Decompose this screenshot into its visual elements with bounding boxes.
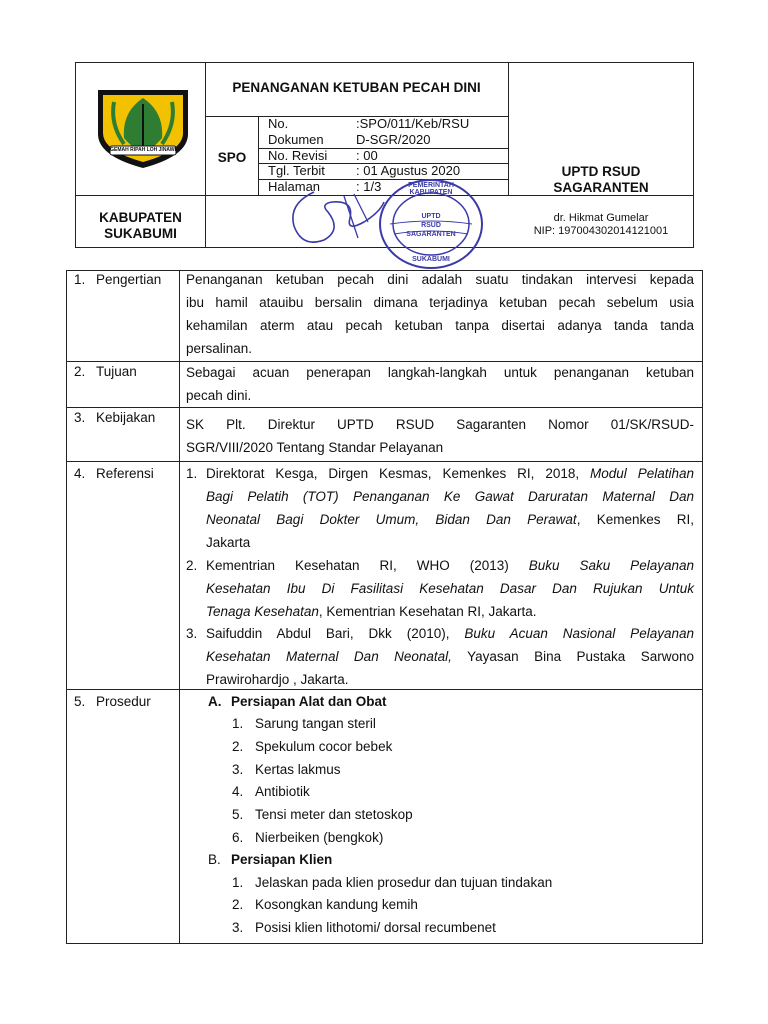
text-line: persalinan. [186,341,253,356]
row-num: 3. [74,410,86,425]
reference-body [206,554,694,623]
item-text: Antibiotik [255,784,310,799]
reference-title: Kesehatan Ibu Di Fasilitasi Kesehatan Dasar Dan Rujukan Untuk [206,581,694,596]
reference-num: 3. [186,626,198,641]
kabupaten-logo [94,86,192,170]
meta-value: D-SGR/2020 [356,132,431,147]
reference-line [206,577,694,600]
header-divider [258,116,259,195]
stamp-mid-line: UPTD [421,213,441,220]
group-num: A. [208,694,222,709]
meta-key: Tgl. Terbit [268,163,325,178]
meta-key: Dokumen [268,132,324,147]
row-label: Prosedur [96,694,151,709]
text-line: kehamilan aterm atau pecah ketuban tanpa disertai adanya tanda tanda [186,318,694,333]
stamp-bottom: SUKABUMI [412,256,450,263]
item-text: Jelaskan pada klien prosedur dan tujuan tindakan [255,875,553,890]
reference-title: Buku Saku Pelayanan [528,558,694,573]
org-left [76,210,205,242]
item-text: Kosongkan kandung kemih [255,897,418,912]
pengertian-text [186,268,694,360]
reference-text: , Kementrian Kesehatan RI, Jakarta. [318,604,537,619]
logo-motto: GEMAH RIPAH LOH JINAWI [110,147,176,153]
reference-text: , Kemenkes RI, [576,512,694,527]
stamp-top: PEMERINTAH KABUPATEN [408,182,454,196]
reference-line [206,554,694,577]
table-divider [179,270,180,944]
item-text: Nierbeiken (bengkok) [255,830,384,845]
meta-row [260,132,508,148]
meta-key: No. [268,116,289,131]
meta-key: No. Revisi [268,148,328,163]
reference-title: Buku Acuan Nasional Pelayanan [464,626,694,641]
row-label: Kebijakan [96,410,156,425]
text-line: Penanganan ketuban pecah dini adalah suatu tindakan intervesi kepada [186,272,694,287]
row-num: 5. [74,694,86,709]
org-right-line: SAGARANTEN [553,180,649,195]
text-line: pecah dini. [186,388,252,403]
text-line: SGR/VIII/2020 Tentang Standar Pelayanan [186,440,444,455]
reference-line [206,622,694,645]
reference-num: 2. [186,558,198,573]
text-line: SK Plt. Direktur UPTD RSUD Sagaranten Nomor 01/SK/RSUD- [186,417,694,432]
official-stamp [378,178,484,270]
reference-title: Neonatal Bagi Dokter Umum, Bidan Dan Perawat [206,512,577,527]
reference-line [206,485,694,508]
reference-line [206,462,694,485]
stamp-mid [398,212,464,239]
stamp-mid-line: RSUD SAGARANTEN [406,222,456,238]
row-label: Pengertian [96,272,162,287]
table-divider [66,407,703,408]
reference-body [206,622,694,691]
org-right-line: UPTD RSUD [561,164,641,179]
text-line: Sebagai acuan penerapan langkah-langkah untuk penanganan ketuban [186,365,694,380]
reference-title: Kesehatan Maternal Dan Neonatal, [206,649,452,664]
reference-line [206,508,694,531]
reference-text: Direktorat Kesga, Dirgen Kesmas, Kemenkes RI, 2018, [206,466,591,481]
reference-title: Bagi Pelatih (TOT) Penanganan Ke Gawat Daruratan Maternal Dan [206,489,694,504]
reference-text: Yayasan Bina Pustaka Sarwono [451,649,695,664]
meta-value: :SPO/011/Keb/RSU [356,116,470,131]
reference-body [206,462,694,554]
reference-line [206,668,694,691]
group-title: Persiapan Klien [231,852,333,867]
reference-text: Saifuddin Abdul Bari, Dkk (2010), [206,626,465,641]
reference-text: Kementrian Kesehatan RI, WHO (2013) [206,558,529,573]
signer-nip: NIP: 197004302014121001 [533,225,669,237]
row-num: 1. [74,272,86,287]
row-num: 2. [74,364,86,379]
signer-name: dr. Hikmat Gumelar [553,212,649,224]
reference-line [206,600,694,623]
reference-title: Tenaga Kesehatan [206,604,319,619]
group-title: Persiapan Alat dan Obat [231,694,387,709]
signature [284,182,392,252]
meta-key: Halaman [268,179,321,194]
meta-value: : 00 [356,148,378,163]
org-left-line: SUKABUMI [104,226,177,241]
document-title: PENANGANAN KETUBAN PECAH DINI [232,80,481,95]
reference-title: Modul Pelatihan [590,466,694,481]
meta-row [260,163,508,179]
org-right [508,164,694,196]
spo-label: SPO [217,150,247,165]
item-text: Spekulum cocor bebek [255,739,393,754]
kebijakan-text [186,413,694,459]
meta-value: : 1/3 [356,179,382,194]
org-left-line: KABUPATEN [99,210,182,225]
group-num: B. [208,852,221,867]
reference-line [206,645,694,668]
row-label: Referensi [96,466,154,481]
item-text: Posisi klien lithotomi/ dorsal recumbenet [255,920,496,935]
item-text: Kertas lakmus [255,762,341,777]
meta-value: : 01 Agustus 2020 [356,163,461,178]
signer [508,212,694,238]
item-text: Sarung tangan steril [255,716,376,731]
row-num: 4. [74,466,86,481]
reference-text: Jakarta [206,535,251,550]
text-line: ibu hamil atauibu bersalin dimana terjadinya ketuban pecah sebelum usia [186,295,694,310]
meta-row [260,148,508,164]
reference-text: Prawirohardjo , Jakarta. [206,672,349,687]
reference-line [206,531,694,554]
row-label: Tujuan [96,364,137,379]
reference-num: 1. [186,466,198,481]
tujuan-text [186,361,694,407]
meta-row [260,116,508,132]
item-text: Tensi meter dan stetoskop [255,807,413,822]
